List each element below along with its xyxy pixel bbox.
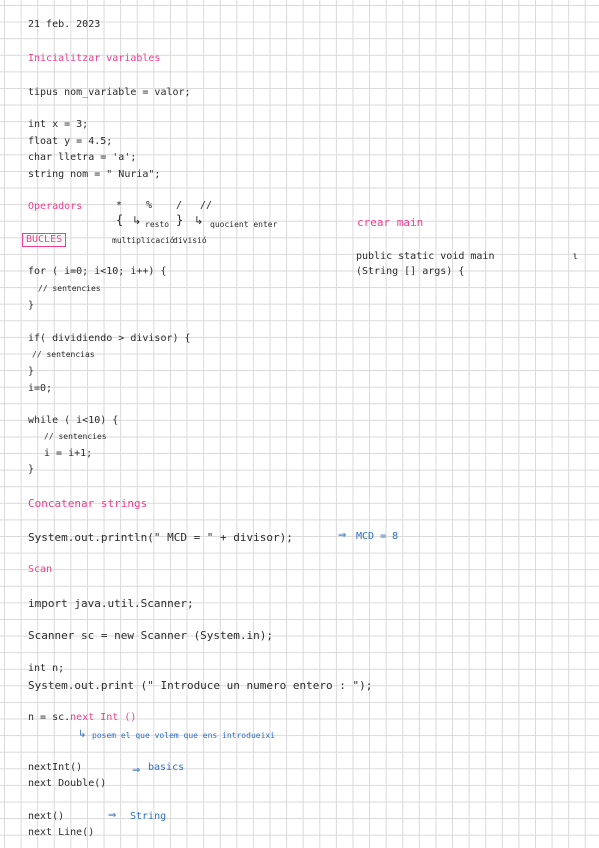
- operator-label: divisió: [173, 236, 207, 245]
- section-title-init: Inicialitzar variables: [28, 53, 161, 64]
- method-next-double: next Double(): [28, 778, 107, 789]
- hook-arrow-icon: ↳: [132, 214, 142, 227]
- method-next-line: next Line(): [28, 827, 95, 838]
- concat-code: System.out.println(" MCD = " + divisor);: [28, 531, 293, 544]
- section-title-operators: Operadors: [28, 201, 83, 212]
- section-title-main: crear main: [357, 216, 424, 229]
- scan-note: posem el que volem que ens introdueixi: [92, 731, 276, 740]
- init-example: string nom = " Nuria";: [28, 169, 161, 180]
- bucles-label: BUCLES: [22, 233, 66, 247]
- method-next: next(): [28, 811, 65, 822]
- assign-prefix: n = sc.: [28, 712, 71, 723]
- if-line: if( dividiendo > divisor) {: [28, 333, 191, 344]
- if-close: }: [28, 366, 35, 377]
- hook-arrow-icon: ↳: [194, 214, 204, 227]
- while-incr: i = i+1;: [44, 448, 93, 459]
- int-decl: int n;: [28, 663, 65, 674]
- main-line: public static void main: [356, 251, 495, 262]
- init-example: char lletra = 'a';: [28, 152, 137, 163]
- hook-arrow-icon: ↳: [78, 729, 87, 740]
- operator-symbol: /: [176, 200, 183, 211]
- while-close: }: [28, 464, 35, 475]
- main-mark: ι: [572, 251, 579, 262]
- operator-brace: {: [116, 213, 124, 227]
- if-body: // sentencias: [32, 350, 95, 359]
- implies-arrow-icon: ⇒: [338, 530, 347, 541]
- assign-line: [28, 713, 136, 723]
- init-syntax: tipus nom_variable = valor;: [28, 87, 191, 98]
- import-line: import java.util.Scanner;: [28, 597, 194, 610]
- section-title-scan: Scan: [28, 564, 53, 575]
- for-body: // sentencies: [38, 284, 101, 293]
- operator-symbol: %: [146, 200, 153, 211]
- implies-arrow-icon: ⇒: [132, 765, 141, 776]
- section-title-concat: Concatenar strings: [28, 497, 148, 510]
- next-int-call: next Int (): [70, 712, 137, 723]
- init-example: float y = 4.5;: [28, 136, 113, 147]
- operator-label: quocient enter: [210, 220, 278, 229]
- operator-symbol: //: [200, 200, 213, 211]
- main-line: (String [] args) {: [356, 266, 465, 277]
- operator-label: multiplicació: [112, 236, 175, 245]
- while-body: // sentencies: [44, 432, 107, 441]
- print-line: System.out.print (" Introduce un numero entero : ");: [28, 679, 373, 692]
- method-next-int: nextInt(): [28, 762, 83, 773]
- scanner-line: Scanner sc = new Scanner (System.in);: [28, 629, 274, 642]
- concat-result: MCD = 8: [356, 531, 399, 542]
- basics-label: basics: [148, 762, 185, 773]
- operator-brace: }: [176, 213, 184, 227]
- date: 21 feb. 2023: [28, 19, 101, 30]
- while-line: while ( i<10) {: [28, 415, 119, 426]
- i-reset: i=0;: [28, 383, 53, 394]
- operator-symbol: *: [116, 200, 123, 211]
- implies-arrow-icon: ⇒: [108, 810, 117, 821]
- for-close: }: [28, 300, 35, 311]
- for-line: for ( i=0; i<10; i++) {: [28, 266, 167, 277]
- operator-label: resto: [145, 220, 170, 229]
- string-label: String: [130, 811, 167, 822]
- init-example: int x = 3;: [28, 119, 89, 130]
